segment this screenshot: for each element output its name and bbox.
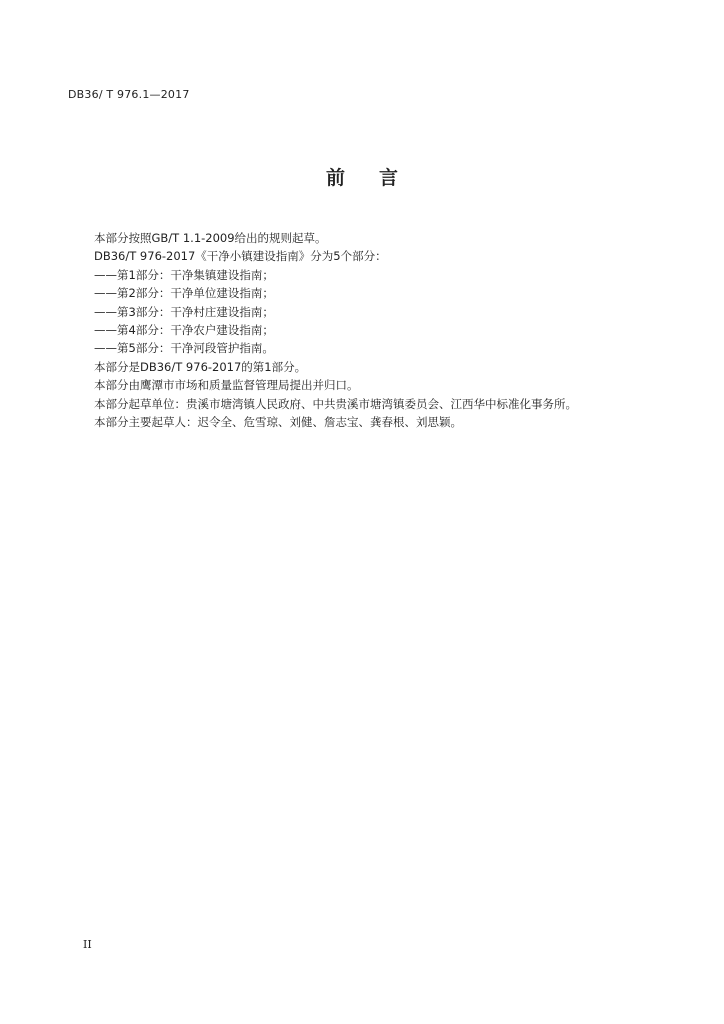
page-title [0,163,724,190]
part-5-line: ——第5部分：干净河段管护指南。 [94,341,274,356]
drafters-line: 本部分主要起草人：迟令全、危雪琼、刘健、詹志宝、龚春根、刘思颖。 [94,414,462,429]
page-title-char-1: 前 [325,167,345,189]
page-title-char-2: 言 [379,167,399,189]
foreword-body [94,229,694,431]
part-1-line: ——第1部分：干净集镇建设指南； [94,267,274,282]
part-2-line: ——第2部分：干净单位建设指南； [94,286,274,301]
page-number: II [83,938,92,951]
proposer-line: 本部分由鹰潭市市场和质量监督管理局提出并归口。 [94,378,359,393]
parts-intro-line: DB36/T 976-2017《干净小镇建设指南》分为5个部分： [94,249,387,264]
part-4-line: ——第4部分：干净农户建设指南； [94,322,274,337]
document-code-header: DB36/ T 976.1—2017 [68,88,190,101]
part-3-line: ——第3部分：干净村庄建设指南； [94,304,274,319]
drafting-rules-line: 本部分按照GB/T 1.1-2009给出的规则起草。 [94,231,327,245]
part-identity-line: 本部分是DB36/T 976-2017的第1部分。 [94,359,307,374]
drafting-units-line: 本部分起草单位：贵溪市塘湾镇人民政府、中共贵溪市塘湾镇委员会、江西华中标准化事务所。 [94,396,577,411]
